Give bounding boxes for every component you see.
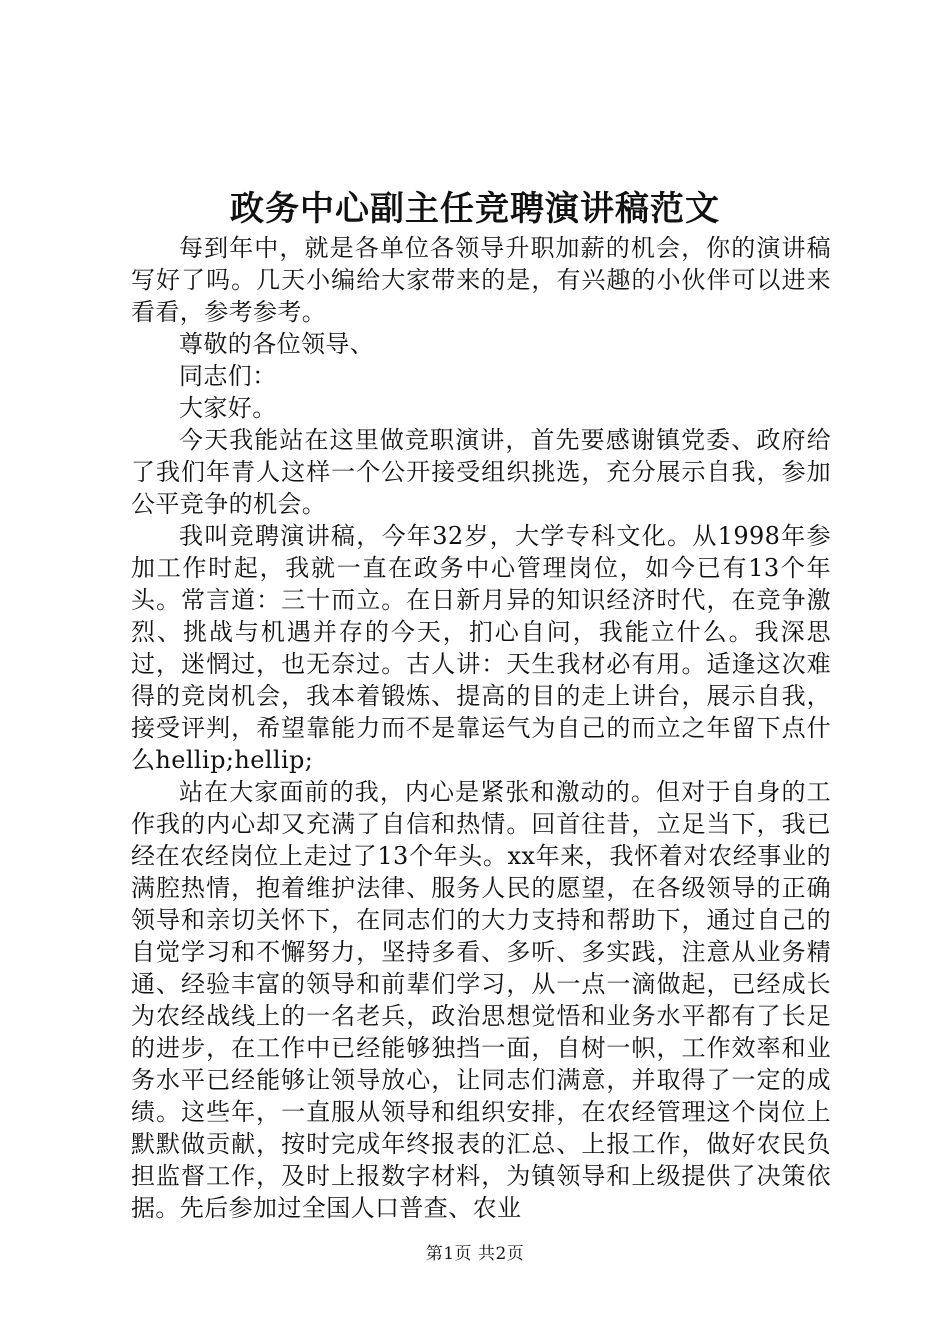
document-title: 政务中心副主任竞聘演讲稿范文 (230, 189, 720, 229)
paragraph-intro: 每到年中，就是各单位各领导升职加薪的机会，你的演讲稿写好了吗。几天小编给大家带来的是，有兴趣的小伙伴可以进来看看，参考参考。 (131, 234, 831, 326)
paragraph-self-introduction: 我叫竞聘演讲稿，今年32岁，大学专科文化。从1998年参加工作时起，我就一直在政务中心管理岗位，如今已有13个年头。常言道：三十而立。在日新月异的知识经济时代，在竞争激烈、挑战与机遇并存的今天，扪心自问，我能立什么。我深思过，迷惘过，也无奈过。古人讲：天生我材必有用。适逢这次难得的竞岗机会，我本着锻炼、提高的目的走上讲台，展示自我，接受评判，希望靠能力而不是靠运气为自己的而立之年留下点什么hellip;hellip; (131, 522, 831, 774)
page-number-footer: 第1页 共2页 (425, 1244, 525, 1264)
paragraph-salutation-comrades: 同志们： (179, 362, 277, 390)
paragraph-greeting: 大家好。 (179, 394, 277, 422)
paragraph-thanks: 今天我能站在这里做竞职演讲，首先要感谢镇党委、政府给了我们年青人这样一个公开接受组织挑选，充分展示自我，参加公平竞争的机会。 (131, 426, 831, 518)
document-body (131, 232, 831, 1224)
paragraph-salutation-leaders: 尊敬的各位领导、 (179, 330, 375, 358)
paragraph-work-experience: 站在大家面前的我，内心是紧张和激动的。但对于自身的工作我的内心却又充满了自信和热情。回首往昔，立足当下，我已经在农经岗位上走过了13个年头。xx年来，我怀着对农经事业的满腔热情，抱着维护法律、服务人民的愿望，在各级领导的正确领导和亲切关怀下，在同志们的大力支持和帮助下，通过自己的自觉学习和不懈努力，坚持多看、多听、多实践，注意从业务精通、经验丰富的领导和前辈们学习，从一点一滴做起，已经成长为农经战线上的一名老兵，政治思想觉悟和业务水平都有了长足的进步，在工作中已经能够独挡一面，自树一帜，工作效率和业务水平已经能够让领导放心，让同志们满意，并取得了一定的成绩。这些年，一直服从领导和组织安排，在农经管理这个岗位上默默做贡献，按时完成年终报表的汇总、上报工作，做好农民负担监督工作，及时上报数字材料，为镇领导和上级提供了决策依据。先后参加过全国人口普查、农业 (131, 778, 831, 1222)
